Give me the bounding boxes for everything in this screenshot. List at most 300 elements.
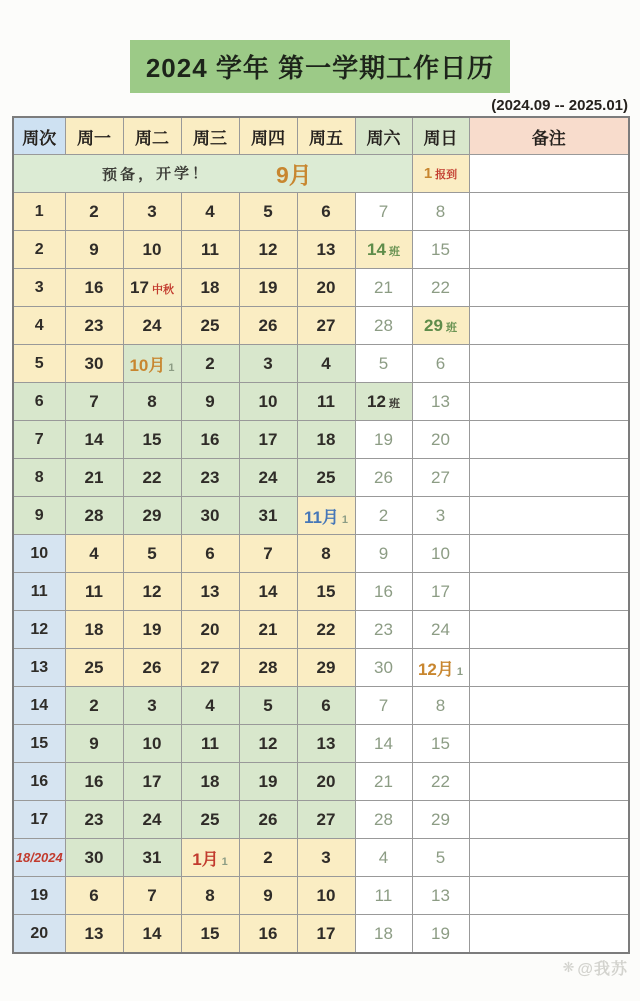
day-number: 6 [321,201,331,221]
day-number: 11 [201,239,219,259]
week-number-cell [13,269,65,307]
day-number: 9 [378,543,389,563]
remark-cell [469,193,629,231]
day-cell [355,763,412,801]
day-cell [181,421,239,459]
day-cell [181,231,239,269]
day-number: 13 [84,923,104,943]
week-number: 10 [30,544,49,562]
day-number: 26 [142,657,162,677]
day-cell [355,725,412,763]
day-cell [65,193,123,231]
week-number-cell [13,307,65,345]
week-row-13 [13,649,629,687]
remark-cell [469,877,629,915]
week-row-9 [13,497,629,535]
day-cell [297,307,355,345]
day-number: 7 [378,201,389,221]
day-number: 8 [435,695,446,715]
week-number-cell [13,877,65,915]
week-number: 18/2024 [15,849,63,865]
week-number-cell [13,421,65,459]
day-cell [239,573,297,611]
remark-cell [469,801,629,839]
week-number-cell [13,535,65,573]
week-number-cell [13,611,65,649]
day-number: 25 [316,467,336,487]
day-cell [123,231,181,269]
day-number: 13 [316,239,336,259]
day-number: 19 [431,923,450,943]
day-cell [355,687,412,725]
date-range-label: (2024.09 -- 2025.01) [491,97,628,114]
day-number: 14 [258,581,278,601]
day-cell [239,611,297,649]
day-number: 5 [378,353,389,373]
day-cell [65,573,123,611]
day-cell [65,915,123,954]
september-intro-row [13,155,629,193]
day-number: 3 [263,353,273,373]
day-cell [412,383,469,421]
day-number: 24 [258,467,278,487]
day-number: 11 [374,885,393,905]
day-number: 1月 [192,850,219,869]
week-row-18/2024 [13,839,629,877]
week-row-12 [13,611,629,649]
day-cell [65,725,123,763]
september-month-label: 9月 [276,162,312,188]
day-cell [123,839,181,877]
week-number: 14 [30,696,49,714]
week-row-7 [13,421,629,459]
day-cell [123,345,181,383]
week-row-4 [13,307,629,345]
day-number: 14 [142,923,162,943]
remark-cell [469,687,629,725]
day-cell [297,763,355,801]
day-number: 4 [205,201,215,221]
day-number: 22 [316,619,336,639]
day-number: 4 [378,847,389,867]
day-cell [65,307,123,345]
column-header-1: 周一 [65,117,123,155]
week-number: 20 [30,924,49,942]
day-number: 30 [200,505,220,525]
week-number: 11 [30,582,48,600]
day-cell [181,535,239,573]
day-cell [412,497,469,535]
day-number: 4 [89,543,99,563]
day-number: 16 [374,581,393,601]
day-cell [239,497,297,535]
day-number: 2 [263,847,273,867]
day-number: 15 [142,429,162,449]
day-cell [239,193,297,231]
day-number: 9 [263,885,273,905]
day-number: 13 [431,391,450,411]
day-cell [412,231,469,269]
day-cell [65,839,123,877]
day-number: 31 [142,847,162,867]
day-number: 22 [431,771,450,791]
day-cell [65,611,123,649]
week-row-10 [13,535,629,573]
day-number: 21 [84,467,104,487]
day-cell [181,269,239,307]
day-annotation: 1 [341,514,349,526]
day-cell [123,421,181,459]
day-number: 10 [142,239,162,259]
day-number: 12 [367,391,386,411]
day-cell [412,687,469,725]
day-number: 18 [200,277,220,297]
day-number: 8 [205,885,215,905]
day-cell [65,421,123,459]
column-header-0: 周次 [13,117,65,155]
day-cell [239,383,297,421]
day-number: 21 [374,771,393,791]
day-annotation: 班 [445,321,457,334]
day-cell [412,573,469,611]
day-annotation: 1 [456,666,464,678]
remark-cell [469,421,629,459]
week-number-cell [13,231,65,269]
week-number-cell [13,763,65,801]
day-cell [123,497,181,535]
remark-cell [469,155,629,193]
day-cell [297,497,355,535]
day-number: 20 [200,619,220,639]
day-cell [123,687,181,725]
day-number: 25 [200,809,220,829]
day-cell [181,573,239,611]
day-cell [239,649,297,687]
day-cell [123,877,181,915]
day-number: 11 [317,391,335,411]
day-number: 23 [374,619,393,639]
day-number: 29 [424,315,443,335]
day-number: 8 [321,543,331,563]
day-cell [297,611,355,649]
day-number: 13 [316,733,336,753]
day-number: 5 [263,695,273,715]
day-number: 25 [84,657,104,677]
remark-cell [469,383,629,421]
day-cell [123,611,181,649]
day-number: 30 [84,847,104,867]
day-number: 17 [258,429,278,449]
day-number: 6 [205,543,215,563]
day-cell [412,611,469,649]
day-cell [65,535,123,573]
day-number: 21 [258,619,278,639]
day-number: 7 [89,391,99,411]
day-number: 8 [435,201,446,221]
paw-logo-icon: ❋ [562,959,576,975]
remark-cell [469,459,629,497]
registration-label: 报到 [435,168,458,181]
day-number: 29 [142,505,162,525]
day-cell [355,801,412,839]
day-annotation: 1 [221,856,228,868]
day-cell [65,801,123,839]
day-number: 28 [374,315,393,335]
week-number-cell [13,725,65,763]
week-number: 8 [34,468,44,486]
watermark [563,956,628,979]
day-cell [239,687,297,725]
remark-cell [469,649,629,687]
day-cell [65,497,123,535]
week-row-6 [13,383,629,421]
day-cell [297,687,355,725]
day-number: 4 [321,353,331,373]
day-cell [412,345,469,383]
day-number: 17 [142,771,162,791]
day-cell [181,877,239,915]
day-cell [65,649,123,687]
day-cell [297,231,355,269]
day-cell [355,383,412,421]
day-number: 22 [142,467,162,487]
day-number: 3 [435,505,446,525]
day-cell [65,231,123,269]
day-number: 13 [431,885,450,905]
week-number: 17 [30,810,49,828]
day-cell [297,649,355,687]
day-number: 6 [321,695,331,715]
day-cell [181,383,239,421]
week-row-5 [13,345,629,383]
day-number: 6 [89,885,99,905]
week-row-11 [13,573,629,611]
day-number: 27 [200,657,220,677]
day-number: 28 [258,657,278,677]
day-cell [123,649,181,687]
day-cell [355,877,412,915]
day-number: 19 [142,619,162,639]
day-cell [297,345,355,383]
day-number: 3 [147,695,157,715]
day-cell [412,269,469,307]
day-cell [297,877,355,915]
week-row-19 [13,877,629,915]
day-number: 18 [316,429,336,449]
day-number: 18 [84,619,104,639]
day-number: 15 [431,239,450,259]
day-number: 30 [374,657,393,677]
day-cell [412,535,469,573]
semester-start-note: 预备，开学！ [101,165,211,184]
day-cell [181,459,239,497]
day-number: 5 [435,847,446,867]
day-annotation: 1 [168,362,175,374]
page-title: 2024 学年 第一学期工作日历 [130,40,510,93]
day-number: 31 [258,505,278,525]
day-cell [239,307,297,345]
week-number: 3 [34,278,44,296]
remark-cell [469,915,629,954]
day-number: 1 [423,164,433,182]
day-number: 30 [84,353,104,373]
day-number: 21 [374,277,393,297]
week-row-16 [13,763,629,801]
september-banner-cell [13,155,412,193]
remark-cell [469,725,629,763]
week-number-cell [13,801,65,839]
week-number: 13 [30,658,49,676]
week-number: 7 [34,430,44,448]
day-cell [239,801,297,839]
week-number: 6 [34,392,44,410]
column-header-2: 周二 [123,117,181,155]
day-number: 28 [84,505,104,525]
calendar-header-row [13,117,629,155]
day-number: 23 [200,467,220,487]
day-cell [355,421,412,459]
day-number: 15 [200,923,220,943]
day-cell [181,497,239,535]
week-number: 4 [34,316,44,334]
day-cell [123,193,181,231]
remark-cell [469,497,629,535]
day-number: 4 [205,695,215,715]
day-number: 3 [147,201,157,221]
week-number: 19 [30,886,49,904]
column-header-4: 周四 [239,117,297,155]
day-number: 16 [200,429,220,449]
week-number-cell [13,915,65,954]
day-cell [239,459,297,497]
day-cell [123,915,181,954]
day-cell [355,497,412,535]
day-cell [355,269,412,307]
day-number: 27 [431,467,450,487]
day-cell [355,193,412,231]
day-number: 14 [367,239,386,259]
day-cell [181,725,239,763]
day-cell [355,459,412,497]
day-number: 11月 [303,508,339,527]
week-number-cell [13,345,65,383]
day-number: 16 [84,771,104,791]
day-number: 10 [258,391,278,411]
day-cell [297,535,355,573]
week-number-cell [13,193,65,231]
day-cell [239,421,297,459]
week-number: 12 [30,620,49,638]
day-cell [123,459,181,497]
week-number: 5 [34,354,44,372]
day-cell [65,687,123,725]
day-number: 2 [378,505,389,525]
day-number: 11 [85,581,103,601]
column-header-7: 周日 [412,117,469,155]
day-cell [181,687,239,725]
week-row-20 [13,915,629,954]
day-number: 11 [201,733,219,753]
week-number-cell [13,839,65,877]
column-header-3: 周三 [181,117,239,155]
day-cell [297,915,355,954]
day-number: 26 [374,467,393,487]
week-number: 15 [30,734,49,752]
day-number: 15 [431,733,450,753]
day-cell [297,839,355,877]
day-cell [123,383,181,421]
day-number: 15 [316,581,336,601]
day-number: 5 [147,543,157,563]
day-annotation: 中秋 [151,283,174,296]
week-row-17 [13,801,629,839]
day-cell [297,459,355,497]
day-cell [181,193,239,231]
remark-cell [469,611,629,649]
week-number-cell [13,573,65,611]
day-cell [181,611,239,649]
day-cell [65,383,123,421]
day-cell [412,725,469,763]
day-cell [181,801,239,839]
day-number: 9 [205,391,215,411]
week-number: 1 [34,202,44,220]
day-cell [412,307,469,345]
week-row-1 [13,193,629,231]
september-1-registration-cell [412,155,469,193]
day-cell [123,573,181,611]
remark-cell [469,345,629,383]
week-number: 16 [30,772,49,790]
day-cell [297,383,355,421]
week-number-cell [13,383,65,421]
day-number: 29 [431,809,450,829]
day-cell [65,345,123,383]
day-number: 7 [378,695,389,715]
week-number: 9 [34,506,44,524]
day-cell [355,611,412,649]
day-number: 9 [89,239,99,259]
day-number: 14 [374,733,393,753]
day-number: 17 [316,923,336,943]
day-number: 13 [200,581,220,601]
remark-cell [469,231,629,269]
week-row-3 [13,269,629,307]
day-number: 18 [374,923,393,943]
day-cell [123,535,181,573]
day-cell [412,649,469,687]
day-number: 17 [130,277,149,297]
day-number: 29 [316,657,336,677]
day-cell [355,573,412,611]
day-cell [412,877,469,915]
day-number: 24 [431,619,450,639]
day-cell [355,649,412,687]
remark-cell [469,269,629,307]
day-cell [412,193,469,231]
day-cell [65,877,123,915]
day-cell [355,345,412,383]
day-number: 6 [435,353,446,373]
remark-cell [469,573,629,611]
day-number: 12 [258,733,278,753]
day-number: 22 [431,277,450,297]
day-cell [412,763,469,801]
day-number: 10 [142,733,162,753]
day-cell [239,877,297,915]
day-number: 3 [321,847,331,867]
day-number: 20 [316,277,336,297]
